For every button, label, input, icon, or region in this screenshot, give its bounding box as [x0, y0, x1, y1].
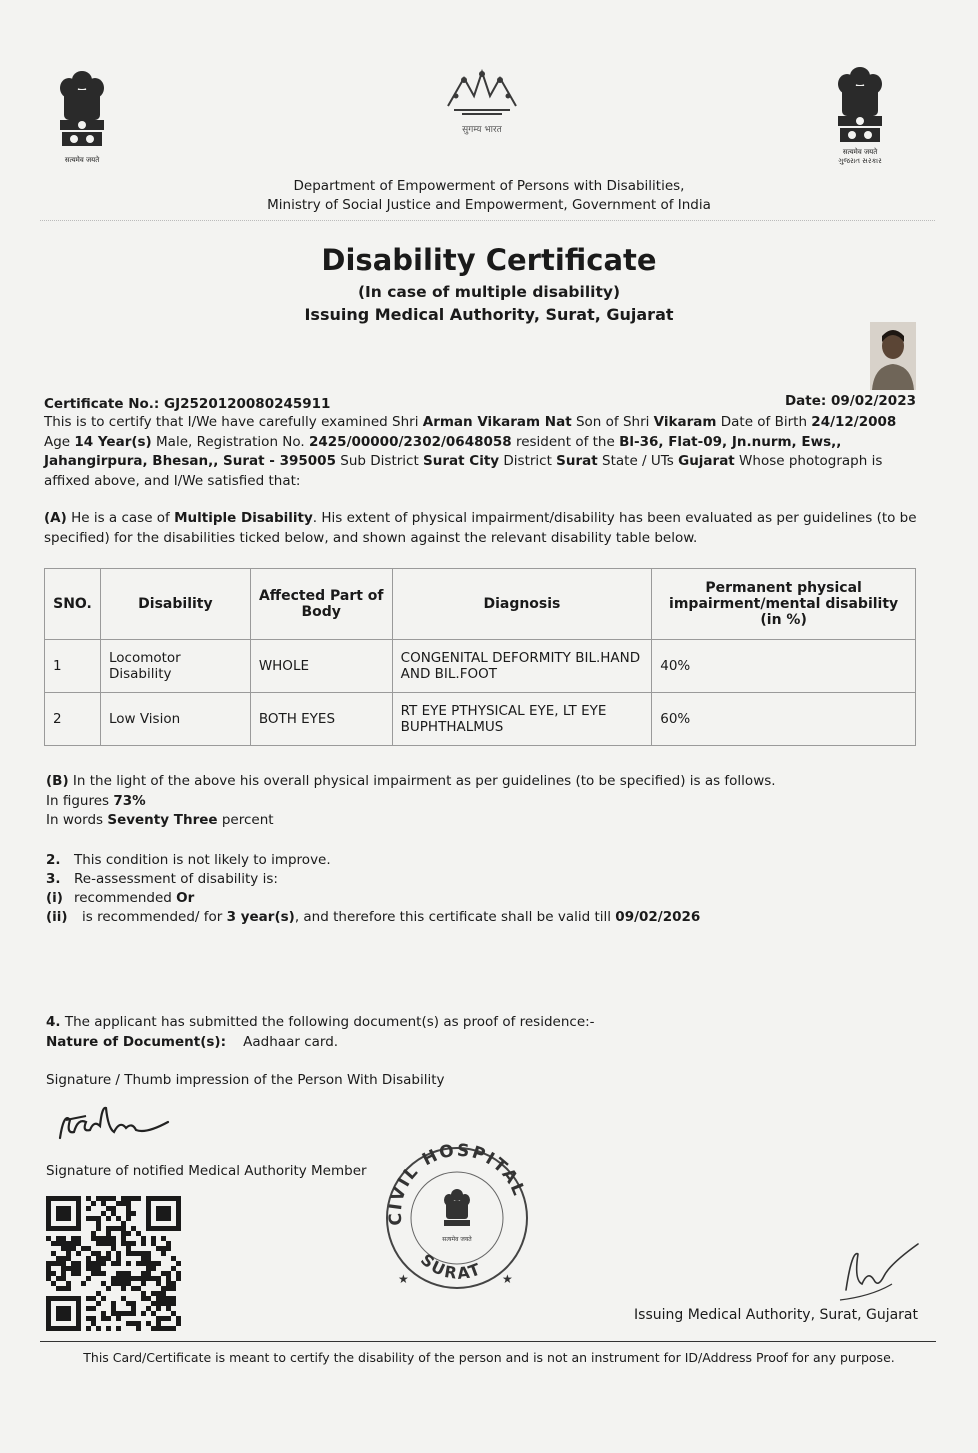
- table-cell: RT EYE PTHYSICAL EYE, LT EYE BUPHTHALMUS: [392, 693, 652, 746]
- applicant-signature: [56, 1098, 176, 1154]
- condition-number: (ii): [46, 909, 68, 925]
- certification-paragraph: [44, 413, 918, 491]
- section-a-text: . His extent of physical impairment/disability has been evaluated as per guidelines (to be specified) for the disabilities ticked below, and shown against the relevant disability table below.: [44, 510, 917, 546]
- certificate-subtitle: (In case of multiple disability): [357, 283, 621, 301]
- left-national-emblem: [52, 66, 112, 165]
- condition-3-ii: [46, 908, 926, 927]
- star-icon: ★: [502, 1272, 513, 1286]
- section-b-label: (B): [46, 773, 69, 789]
- section-b-text: In the light of the above his overall physical impairment as per guidelines (to be specified) is as follows.: [68, 773, 776, 789]
- registration-number: 2425/00000/2302/0648058: [309, 433, 512, 450]
- lion-capital-icon: [444, 1189, 470, 1226]
- accessible-india-logo: [434, 66, 530, 135]
- table-header-row: [45, 569, 916, 640]
- table-cell: 60%: [652, 693, 916, 746]
- table-cell: 2: [45, 693, 101, 746]
- table-row: [45, 693, 916, 746]
- footer-divider: [40, 1341, 936, 1342]
- certificate-number: [44, 396, 330, 412]
- left-emblem-caption: सत्यमेव जयते: [64, 156, 100, 164]
- intro-text: State / UTs: [597, 453, 679, 469]
- disclaimer-note: This Card/Certificate is meant to certify the disability of the person and is not an instrument for ID/Address Proof for any purpose.: [83, 1350, 895, 1365]
- intro-text: Whose photograph is affixed above, and I/We satisfied that:: [44, 453, 883, 489]
- table-row: [45, 640, 916, 693]
- residence-proof-section: [46, 1012, 595, 1052]
- right-gujarat-emblem: [830, 62, 890, 166]
- stamp-bottom-text: SURAT: [417, 1249, 485, 1283]
- right-emblem-caption-1: सत्यमेव जयते: [842, 148, 878, 156]
- svg-text:SURAT: [417, 1250, 485, 1283]
- person-signature-label: Signature / Thumb impression of the Person With Disability: [46, 1072, 445, 1088]
- lion-capital-icon: [52, 66, 112, 154]
- condition-text: recommended: [74, 890, 177, 906]
- district: Surat: [556, 453, 598, 469]
- resident-address: Bl-36, Flat-09, Jn.nurm, Ews,, Jahangirpura, Bhesan,, Surat - 395005: [44, 433, 842, 469]
- intro-text: Date of Birth: [716, 414, 812, 430]
- intro-text: Sub District: [335, 453, 424, 469]
- condition-text: , and therefore this certificate shall be valid till: [294, 909, 616, 925]
- column-header-impairment: Permanent physical impairment/mental disability (in %): [652, 569, 916, 640]
- stamp-top-text: CIVIL HOSPITAL: [385, 1143, 530, 1227]
- father-name: Vikaram: [653, 414, 717, 430]
- impairment-figures: [46, 792, 926, 812]
- department-heading: [0, 177, 978, 215]
- figures-value: 73%: [113, 792, 146, 809]
- issuing-authority-heading: Issuing Medical Authority, Surat, Gujarat: [304, 305, 674, 324]
- item-number: 4.: [46, 1014, 61, 1030]
- condition-3-i: [46, 889, 926, 908]
- nature-label: Nature of Document(s):: [46, 1034, 226, 1050]
- department-line-2: Ministry of Social Justice and Empowerment, Government of India: [267, 197, 711, 213]
- intro-text: Male, Registration No.: [151, 433, 309, 450]
- disability-table: [44, 568, 916, 746]
- table-cell: BOTH EYES: [250, 693, 392, 746]
- section-b: [46, 772, 926, 831]
- intro-text: This is to certify that I/We have carefully examined Shri: [44, 414, 423, 430]
- table-cell: CONGENITAL DEFORMITY BIL.HAND AND BIL.FOOT: [392, 640, 652, 693]
- table-cell: Locomotor Disability: [100, 640, 250, 693]
- certificate-number-value: GJ2520120080245911: [164, 396, 331, 412]
- certificate-number-label: Certificate No.:: [44, 396, 160, 412]
- intro-text: Son of Shri: [571, 414, 654, 430]
- condition-text: This condition is not likely to improve.: [74, 852, 331, 868]
- qr-code-icon: [46, 1196, 181, 1331]
- words-label: In words: [46, 812, 108, 828]
- intro-text: Age: [44, 433, 75, 450]
- lion-capital-icon: [830, 62, 890, 146]
- reassessment-years: 3 year(s): [226, 909, 295, 925]
- header-divider: [40, 220, 935, 221]
- applicant-name: Arman Vikaram Nat: [422, 414, 572, 430]
- nature-value: Aadhaar card.: [243, 1034, 339, 1050]
- authority-signature: [832, 1240, 922, 1304]
- table-cell: WHOLE: [250, 640, 392, 693]
- issuing-authority-footer: Issuing Medical Authority, Surat, Gujarat: [634, 1307, 918, 1323]
- sub-district: Surat City: [423, 453, 500, 469]
- condition-2: [46, 851, 926, 870]
- condition-text: Re-assessment of disability is:: [74, 871, 278, 887]
- date-of-birth: 24/12/2008: [811, 414, 897, 430]
- table-cell: Low Vision: [100, 693, 250, 746]
- table-cell: 1: [45, 640, 101, 693]
- section-b-statement: [46, 772, 926, 792]
- certificate-date-value: 09/02/2023: [830, 393, 916, 409]
- certificate-date: [785, 393, 916, 409]
- words-suffix: percent: [217, 812, 274, 828]
- residence-proof-text: The applicant has submitted the following document(s) as proof of residence:-: [60, 1014, 595, 1030]
- conditions-list: [46, 851, 926, 927]
- disability-type: Multiple Disability: [174, 510, 313, 526]
- condition-number: 3.: [46, 871, 61, 887]
- condition-text: is recommended/ for: [82, 909, 227, 925]
- applicant-photo: [870, 322, 916, 390]
- figures-label: In figures: [46, 792, 114, 809]
- star-icon: ★: [398, 1272, 409, 1286]
- condition-3: [46, 870, 926, 889]
- stamp-emblem-caption: सत्यमेव जयते: [442, 1236, 472, 1243]
- valid-till-date: 09/02/2026: [615, 909, 701, 925]
- certificate-date-label: Date:: [784, 393, 827, 409]
- nature-of-document: [46, 1032, 595, 1052]
- state: Gujarat: [678, 453, 735, 469]
- column-header-sno: SNO.: [45, 569, 101, 640]
- residence-proof-statement: [46, 1012, 595, 1032]
- impairment-words: [46, 811, 926, 831]
- civil-hospital-stamp: [382, 1143, 532, 1293]
- column-header-diagnosis: Diagnosis: [392, 569, 652, 640]
- condition-number: 2.: [46, 852, 61, 868]
- condition-or: Or: [176, 890, 195, 906]
- table-cell: 40%: [652, 640, 916, 693]
- center-logo-text: सुगम्य भारत: [462, 125, 502, 135]
- condition-number: (i): [46, 890, 63, 906]
- intro-text: resident of the: [511, 433, 620, 450]
- words-value: Seventy Three: [107, 812, 218, 828]
- section-a-paragraph: [44, 509, 918, 548]
- member-signature-label: Signature of notified Medical Authority Member: [46, 1163, 367, 1179]
- column-header-disability: Disability: [100, 569, 250, 640]
- applicant-age: 14 Year(s): [74, 433, 152, 450]
- intro-text: District: [499, 453, 557, 469]
- column-header-affected-part: Affected Part of Body: [250, 569, 392, 640]
- right-emblem-caption-2: ગુજરાત સરકાર: [838, 157, 882, 165]
- section-a-text: He is a case of: [66, 510, 175, 526]
- certificate-title: Disability Certificate: [321, 243, 657, 277]
- section-a-label: (A): [44, 510, 67, 526]
- department-line-1: Department of Empowerment of Persons with Disabilities,: [293, 178, 685, 194]
